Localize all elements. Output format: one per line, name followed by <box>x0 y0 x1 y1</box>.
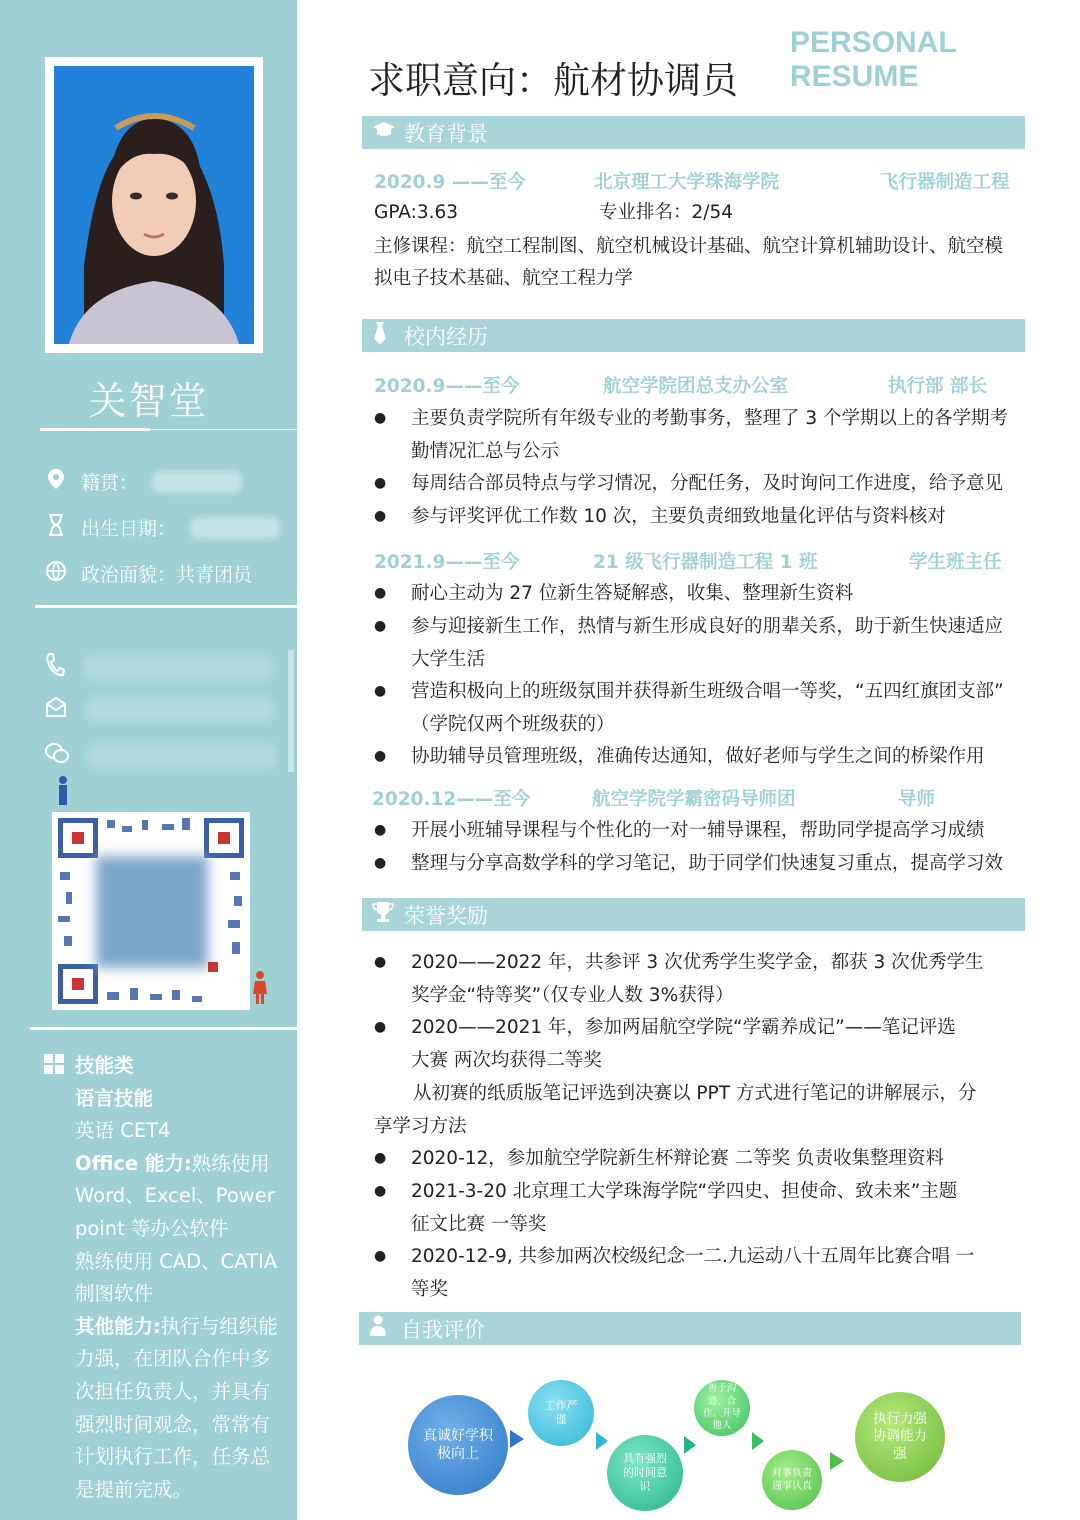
office-skills-value: 熟练使用 Word、Excel、Power point 等办公软件 <box>75 1151 275 1240</box>
list-item <box>374 467 1026 500</box>
globe-icon <box>45 560 67 587</box>
list-item <box>374 740 1026 773</box>
redacted-email <box>85 696 275 722</box>
profile-photo <box>54 66 254 344</box>
arrow-icon <box>684 1436 696 1454</box>
trait-text: 执行力强协调能力强 <box>873 1410 927 1462</box>
other-skills-value: 执行与组织能力强，在团队合作中多次担任负责人，并具有强烈时间观念，常常有计划执行工作，任务总是提前完成。 <box>75 1314 278 1501</box>
arrow-icon <box>830 1452 844 1470</box>
gpa: GPA:3.63 <box>374 202 459 223</box>
redacted-value <box>152 471 242 493</box>
info-hometown <box>45 468 242 495</box>
location-pin-icon <box>45 468 67 495</box>
entry-role: 导师 <box>898 789 936 810</box>
entry-org: 21 级飞行器制造工程 1 班 <box>593 552 818 573</box>
resume-banner: PERSONAL RESUME <box>790 26 957 93</box>
bullet-icon: ● <box>374 508 387 524</box>
bullet-text: 大学生活 <box>411 649 486 670</box>
info-political <box>45 560 252 587</box>
bullet-text: 2020——2022 年，共参评 3 次优秀学生奖学金，都获 3 次优秀学生 <box>411 952 984 973</box>
office-skills-heading: Office 能力: <box>75 1151 192 1175</box>
arrow-icon <box>510 1430 524 1448</box>
mail-icon <box>45 697 67 722</box>
qr-code <box>52 812 250 1010</box>
entry-date: 2020.9——至今 <box>374 376 520 397</box>
entry-org: 航空学院团总支办公室 <box>603 376 789 397</box>
bullet-icon: ● <box>374 410 387 426</box>
major-rank: 专业排名：2/54 <box>599 202 734 223</box>
trait-bubble <box>408 1395 508 1495</box>
bullet-icon: ● <box>374 585 387 601</box>
list-item <box>374 946 1026 1012</box>
contact-phone <box>45 652 273 683</box>
campus-entry-header <box>374 548 1024 574</box>
bullet-icon: ● <box>374 1150 387 1166</box>
education-major: 飞行器制造工程 <box>880 172 1010 193</box>
trait-bubble <box>607 1435 683 1511</box>
section-education <box>362 116 1025 149</box>
redacted-wechat <box>87 743 277 769</box>
info-birthdate <box>45 514 280 541</box>
bullet-text: 2020-12，参加航空学院新生杯辩论赛 二等奖 负责收集整理资料 <box>411 1148 945 1169</box>
bullet-text: 耐心主动为 27 位新生答疑解惑，收集、整理新生资料 <box>411 583 854 604</box>
redacted-phone <box>83 655 273 681</box>
bullet-text: 营造积极向上的班级氛围并获得新生班级合唱一等奖，“五四红旗团支部” <box>411 681 1004 702</box>
bullet-text: 大赛 两次均获得二等奖 <box>411 1050 602 1071</box>
list-item <box>374 500 1026 533</box>
section-title: 自我评价 <box>401 1317 485 1342</box>
list-item <box>374 1142 1026 1175</box>
entry-role: 学生班主任 <box>909 552 1002 573</box>
person-figure-icon <box>55 775 71 805</box>
list-item <box>374 847 1026 880</box>
arrow-icon <box>596 1432 608 1450</box>
bullet-icon: ● <box>374 748 387 764</box>
trophy-icon <box>372 901 404 928</box>
hometown-label: 籍贯： <box>81 472 139 494</box>
photo-frame <box>45 57 263 353</box>
bullet-text: （学院仅两个班级获的） <box>411 714 615 735</box>
sidebar <box>0 0 297 1520</box>
bullet-icon: ● <box>374 1019 387 1035</box>
section-title: 校内经历 <box>404 324 488 349</box>
trait-bubble <box>762 1450 822 1510</box>
trait-text: 对事负责谨事认真 <box>772 1468 812 1492</box>
bullet-icon: ● <box>374 855 387 871</box>
bullet-text: 2021-3-20 北京理工大学珠海学院“学四史、担使命、致未来”主题 <box>411 1181 958 1202</box>
job-objective: 求职意向：航材协调员 <box>368 59 738 102</box>
person-icon <box>369 1315 401 1342</box>
bullet-text: 等奖 <box>411 1279 449 1300</box>
bullet-text: 协助辅导员管理班级，准确传达通知，做好老师与学生之间的桥梁作用 <box>411 746 985 767</box>
qr-marker <box>208 962 218 972</box>
honor-note: 享学习方法 <box>374 1116 467 1137</box>
divider <box>35 605 297 608</box>
candidate-name: 关智堂 <box>88 379 209 423</box>
bullet-icon: ● <box>374 618 387 634</box>
trait-text: 善于沟通、合作、开导他人 <box>702 1383 741 1432</box>
entry-date: 2021.9——至今 <box>374 552 520 573</box>
bullet-icon: ● <box>374 822 387 838</box>
section-title: 教育背景 <box>404 121 488 146</box>
phone-icon <box>45 652 65 683</box>
honor-note: 从初赛的纸质版笔记评选到决赛以 PPT 方式进行笔记的讲解展示，分 <box>413 1083 977 1104</box>
list-item <box>374 814 1026 847</box>
section-self-evaluation <box>359 1312 1021 1345</box>
redacted-value <box>190 517 280 539</box>
trait-text: 工作严谨 <box>544 1398 578 1426</box>
bullet-text: 参与评奖评优工作数 10 次，主要负责细致地量化评估与资料核对 <box>411 506 946 527</box>
necktie-icon <box>372 321 404 350</box>
bullet-text: 2020-12-9, 共参加两次校级纪念一二.九运动八十五周年比赛合唱 一 <box>411 1246 975 1267</box>
divider <box>150 429 297 430</box>
divider <box>288 650 294 772</box>
other-skills-heading: 其他能力: <box>75 1314 161 1338</box>
education-school: 北京理工大学珠海学院 <box>594 172 780 193</box>
bullet-icon: ● <box>374 683 387 699</box>
bullet-text: 每周结合部员特点与学习情况，分配任务，及时询问工作进度，给予意见 <box>411 473 1004 494</box>
list-item <box>374 402 1026 468</box>
bullet-icon: ● <box>374 475 387 491</box>
name-underline <box>40 428 150 431</box>
arrow-icon <box>752 1432 764 1450</box>
hourglass-icon <box>45 514 67 541</box>
entry-date: 2020.12——至今 <box>372 789 531 810</box>
cad-skills-value: 熟练使用 CAD、CATIA 制图软件 <box>75 1249 278 1306</box>
entry-role: 执行部 部长 <box>888 376 987 397</box>
bullet-text: 参与迎接新生工作，热情与新生形成良好的朋辈关系，助于新生快速适应 <box>411 616 1004 637</box>
bullet-text: 2020——2021 年，参加两届航空学院“学霸养成记”——笔记评选 <box>411 1017 956 1038</box>
list-item <box>374 610 1026 676</box>
language-skills-heading: 语言技能 <box>75 1086 154 1110</box>
person-figure-icon <box>252 970 268 1004</box>
list-item <box>374 675 1026 741</box>
graduation-cap-icon <box>372 121 404 144</box>
list-item <box>374 577 1026 610</box>
wechat-icon <box>45 742 69 769</box>
bullet-icon: ● <box>374 954 387 970</box>
trait-bubble <box>855 1392 945 1482</box>
skills-heading: 技能类 <box>75 1054 134 1077</box>
redacted-qr-center <box>96 856 208 968</box>
section-title: 荣誉奖励 <box>404 903 488 928</box>
trait-bubble <box>528 1380 594 1446</box>
contact-email <box>45 696 275 722</box>
education-header-row <box>374 168 1024 194</box>
section-honors <box>362 898 1025 931</box>
birthdate-label: 出生日期： <box>81 518 177 540</box>
list-item <box>374 1240 1026 1306</box>
entry-org: 航空学院学霸密码导师团 <box>592 789 796 810</box>
trait-text: 具有强烈的时间意识 <box>623 1451 667 1494</box>
divider <box>30 1027 297 1030</box>
section-campus <box>362 319 1025 352</box>
skills-section <box>75 1050 280 1506</box>
trait-bubble <box>694 1380 750 1436</box>
trait-text: 真诚好学积极向上 <box>423 1427 493 1462</box>
bullet-text: 整理与分享高数学科的学习笔记，助于同学们快速复习重点，提高学习效 <box>411 853 1004 874</box>
bullet-text: 勤情况汇总与公示 <box>411 441 560 462</box>
education-date: 2020.9 ——至今 <box>374 172 526 193</box>
bullet-text: 征文比赛 一等奖 <box>411 1214 547 1235</box>
bullet-icon: ● <box>374 1183 387 1199</box>
bullet-text: 开展小班辅导课程与个性化的一对一辅导课程，帮助同学提高学习成绩 <box>411 820 985 841</box>
bullet-text: 奖学金“特等奖”（仅专业人数 3%获得） <box>411 985 734 1006</box>
list-item <box>374 1175 1026 1241</box>
courses-line: 拟电子技术基础、航空工程力学 <box>374 268 634 289</box>
campus-entry-header <box>374 372 1024 398</box>
language-skills-value: 英语 CET4 <box>75 1119 171 1143</box>
bullet-icon: ● <box>374 1248 387 1264</box>
windows-icon <box>44 1054 64 1078</box>
list-item <box>374 1011 1026 1077</box>
campus-entry-header <box>374 785 1024 811</box>
courses-line: 主修课程：航空工程制图、航空机械设计基础、航空计算机辅助设计、航空模 <box>374 236 1004 257</box>
bullet-text: 主要负责学院所有年级专业的考勤事务，整理了 3 个学期以上的各学期考 <box>411 408 1009 429</box>
contact-wechat <box>45 742 277 769</box>
political-status: 政治面貌：共青团员 <box>81 564 253 586</box>
